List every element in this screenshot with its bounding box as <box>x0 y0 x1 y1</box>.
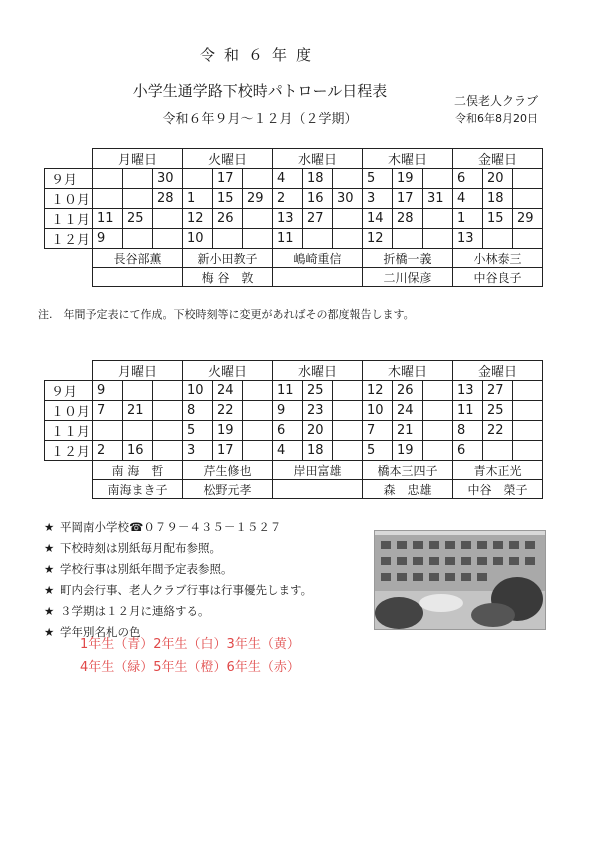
month-label: １０月 <box>45 401 93 421</box>
date-cell: 13 <box>453 229 483 249</box>
month-label: １１月 <box>45 421 93 441</box>
date-cell: 22 <box>213 401 243 421</box>
date-cell: 3 <box>183 441 213 461</box>
date-cell: 6 <box>453 169 483 189</box>
date-cell <box>243 229 273 249</box>
date-cell: 9 <box>93 381 123 401</box>
note-item-text: 平岡南小学校☎０７９－４３５－１５２７ <box>60 520 282 534</box>
date-cell: 2 <box>93 441 123 461</box>
date-cell: 19 <box>213 421 243 441</box>
date-cell: 6 <box>273 421 303 441</box>
date-cell: 14 <box>363 209 393 229</box>
patrol-member-name: 松野元孝 <box>183 480 273 499</box>
date-cell: 11 <box>273 229 303 249</box>
date-cell <box>483 441 513 461</box>
table-row <box>45 189 543 209</box>
month-label: １２月 <box>45 441 93 461</box>
date-cell: 20 <box>303 421 333 441</box>
day-header: 月曜日 <box>93 361 183 381</box>
date-cell: 7 <box>93 401 123 421</box>
patrol-member-name: 折橋一義 <box>363 249 453 268</box>
date-cell <box>513 421 543 441</box>
patrol-member-name: 青木正光 <box>453 461 543 480</box>
year-title: 令和６年度 <box>199 46 320 64</box>
date-cell <box>483 229 513 249</box>
date-cell <box>333 209 363 229</box>
date-cell <box>423 169 453 189</box>
organization-name: 二俣老人クラブ <box>453 94 538 108</box>
date-cell: 5 <box>183 421 213 441</box>
patrol-member-name: 南海まき子 <box>93 480 183 499</box>
date-cell <box>93 169 123 189</box>
table-row <box>45 229 543 249</box>
names-row <box>45 268 543 287</box>
schedule-table-1 <box>44 148 543 287</box>
date-cell: 5 <box>363 169 393 189</box>
date-cell: 10 <box>183 229 213 249</box>
date-cell: 12 <box>363 229 393 249</box>
spacer-cell <box>45 480 93 499</box>
date-cell: 16 <box>123 441 153 461</box>
date-cell: 5 <box>363 441 393 461</box>
date-cell: 28 <box>393 209 423 229</box>
date-cell <box>93 421 123 441</box>
date-cell: 23 <box>303 401 333 421</box>
date-cell <box>513 169 543 189</box>
date-cell: 15 <box>213 189 243 209</box>
patrol-member-name: 中谷 榮子 <box>453 480 543 499</box>
date-cell: 1 <box>453 209 483 229</box>
date-cell: 4 <box>453 189 483 209</box>
month-label: ９月 <box>45 381 93 401</box>
date-cell <box>513 381 543 401</box>
date-cell <box>303 229 333 249</box>
note-item <box>44 538 312 559</box>
date-cell: 19 <box>393 169 423 189</box>
date-cell <box>513 401 543 421</box>
star-icon: ★ <box>44 625 55 639</box>
corner-cell <box>45 149 93 169</box>
date-cell <box>243 401 273 421</box>
header-row <box>45 149 543 169</box>
date-cell: 9 <box>273 401 303 421</box>
date-cell <box>333 421 363 441</box>
star-icon: ★ <box>44 520 55 534</box>
patrol-member-name <box>273 268 363 287</box>
patrol-member-name: 新小田教子 <box>183 249 273 268</box>
date-cell: 21 <box>123 401 153 421</box>
date-cell <box>513 229 543 249</box>
date-cell: 19 <box>393 441 423 461</box>
issue-date: 令和6年8月20日 <box>455 112 538 125</box>
note-item <box>44 580 312 601</box>
table-row <box>45 401 543 421</box>
date-cell <box>423 401 453 421</box>
term-subtitle: 令和６年９月～１２月（２学期） <box>162 112 358 127</box>
day-header: 水曜日 <box>273 361 363 381</box>
date-cell: 24 <box>393 401 423 421</box>
patrol-member-name: 岸田富雄 <box>273 461 363 480</box>
patrol-member-name: 南 海 哲 <box>93 461 183 480</box>
date-cell: 29 <box>243 189 273 209</box>
date-cell: 12 <box>183 209 213 229</box>
date-cell <box>243 381 273 401</box>
date-cell <box>243 421 273 441</box>
date-cell: 3 <box>363 189 393 209</box>
grade-colors-line-1: 1年生（青）2年生（白）3年生（黄） <box>80 637 300 652</box>
date-cell <box>123 189 153 209</box>
date-cell <box>183 169 213 189</box>
date-cell: 27 <box>483 381 513 401</box>
day-header: 木曜日 <box>363 361 453 381</box>
date-cell <box>123 229 153 249</box>
grade-colors-line-2: 4年生（緑）5年生（橙）6年生（赤） <box>80 660 300 675</box>
date-cell: 30 <box>333 189 363 209</box>
date-cell: 16 <box>303 189 333 209</box>
spacer-cell <box>45 249 93 268</box>
date-cell <box>423 209 453 229</box>
star-icon: ★ <box>44 541 55 555</box>
patrol-member-name <box>273 480 363 499</box>
date-cell: 17 <box>213 441 243 461</box>
table-row <box>45 381 543 401</box>
patrol-member-name: 橋本三四子 <box>363 461 453 480</box>
schedule-table-2 <box>44 360 543 499</box>
star-icon: ★ <box>44 583 55 597</box>
date-cell <box>153 209 183 229</box>
names-row <box>45 249 543 268</box>
date-cell: 11 <box>273 381 303 401</box>
page-title: 小学生通学路下校時パトロール日程表 <box>132 82 388 100</box>
date-cell: 1 <box>183 189 213 209</box>
note-item <box>44 517 312 538</box>
date-cell: 26 <box>393 381 423 401</box>
patrol-member-name <box>93 268 183 287</box>
date-cell: 28 <box>153 189 183 209</box>
names-row <box>45 480 543 499</box>
date-cell: 2 <box>273 189 303 209</box>
date-cell <box>123 421 153 441</box>
note-item <box>44 601 312 622</box>
date-cell: 12 <box>363 381 393 401</box>
date-cell <box>153 421 183 441</box>
day-header: 木曜日 <box>363 149 453 169</box>
date-cell <box>153 229 183 249</box>
date-cell: 8 <box>453 421 483 441</box>
date-cell <box>333 169 363 189</box>
date-cell <box>153 441 183 461</box>
date-cell: 4 <box>273 441 303 461</box>
date-cell <box>123 381 153 401</box>
date-cell: 25 <box>303 381 333 401</box>
date-cell: 15 <box>483 209 513 229</box>
date-cell: 6 <box>453 441 483 461</box>
patrol-member-name: 中谷良子 <box>453 268 543 287</box>
note-text: 注. 年間予定表にて作成。下校時刻等に変更があればその都度報告します。 <box>38 308 415 321</box>
date-cell <box>513 441 543 461</box>
patrol-member-name: 嶋崎重信 <box>273 249 363 268</box>
date-cell: 25 <box>483 401 513 421</box>
note-item <box>44 559 312 580</box>
day-header: 金曜日 <box>453 149 543 169</box>
date-cell: 8 <box>183 401 213 421</box>
school-building-photo <box>374 530 546 630</box>
date-cell <box>243 169 273 189</box>
date-cell: 27 <box>303 209 333 229</box>
note-item-text: 下校時刻は別紙毎月配布参照。 <box>60 541 221 555</box>
names-row <box>45 461 543 480</box>
day-header: 金曜日 <box>453 361 543 381</box>
patrol-member-name: 二川保彦 <box>363 268 453 287</box>
star-icon: ★ <box>44 604 55 618</box>
patrol-member-name: 梅 谷 敦 <box>183 268 273 287</box>
note-item-text: 町内会行事、老人クラブ行事は行事優先します。 <box>60 583 313 597</box>
date-cell: 11 <box>93 209 123 229</box>
table-row <box>45 209 543 229</box>
date-cell <box>393 229 423 249</box>
note-item-text: 学年別名札の色 <box>60 625 141 639</box>
date-cell: 4 <box>273 169 303 189</box>
date-cell: 17 <box>393 189 423 209</box>
day-header: 月曜日 <box>93 149 183 169</box>
date-cell: 24 <box>213 381 243 401</box>
date-cell: 22 <box>483 421 513 441</box>
day-header: 火曜日 <box>183 361 273 381</box>
date-cell <box>423 229 453 249</box>
date-cell: 13 <box>273 209 303 229</box>
note-item-text: ３学期は１２月に連絡する。 <box>60 604 210 618</box>
date-cell <box>93 189 123 209</box>
date-cell: 31 <box>423 189 453 209</box>
spacer-cell <box>45 268 93 287</box>
date-cell: 29 <box>513 209 543 229</box>
date-cell: 21 <box>393 421 423 441</box>
patrol-member-name: 芹生修也 <box>183 461 273 480</box>
patrol-member-name: 長谷部薫 <box>93 249 183 268</box>
date-cell <box>333 229 363 249</box>
date-cell: 17 <box>213 169 243 189</box>
day-header: 水曜日 <box>273 149 363 169</box>
date-cell <box>423 381 453 401</box>
table-row <box>45 441 543 461</box>
header-row <box>45 361 543 381</box>
star-icon: ★ <box>44 562 55 576</box>
date-cell <box>423 421 453 441</box>
month-label: １２月 <box>45 229 93 249</box>
table-row <box>45 169 543 189</box>
date-cell: 11 <box>453 401 483 421</box>
date-cell <box>333 441 363 461</box>
date-cell: 26 <box>213 209 243 229</box>
month-label: １０月 <box>45 189 93 209</box>
patrol-member-name: 森 忠雄 <box>363 480 453 499</box>
date-cell <box>153 401 183 421</box>
notes-list <box>44 517 312 643</box>
date-cell <box>243 441 273 461</box>
date-cell <box>213 229 243 249</box>
date-cell <box>243 209 273 229</box>
month-label: ９月 <box>45 169 93 189</box>
date-cell: 20 <box>483 169 513 189</box>
date-cell <box>333 401 363 421</box>
table-row <box>45 421 543 441</box>
date-cell <box>123 169 153 189</box>
date-cell: 18 <box>303 441 333 461</box>
date-cell: 7 <box>363 421 393 441</box>
date-cell: 10 <box>363 401 393 421</box>
date-cell <box>333 381 363 401</box>
date-cell: 18 <box>483 189 513 209</box>
date-cell: 10 <box>183 381 213 401</box>
day-header: 火曜日 <box>183 149 273 169</box>
spacer-cell <box>45 461 93 480</box>
patrol-member-name: 小林泰三 <box>453 249 543 268</box>
date-cell: 9 <box>93 229 123 249</box>
date-cell: 25 <box>123 209 153 229</box>
date-cell: 30 <box>153 169 183 189</box>
date-cell <box>513 189 543 209</box>
date-cell: 18 <box>303 169 333 189</box>
date-cell: 13 <box>453 381 483 401</box>
date-cell <box>423 441 453 461</box>
month-label: １１月 <box>45 209 93 229</box>
date-cell <box>153 381 183 401</box>
note-item-text: 学校行事は別紙年間予定表参照。 <box>60 562 233 576</box>
corner-cell <box>45 361 93 381</box>
